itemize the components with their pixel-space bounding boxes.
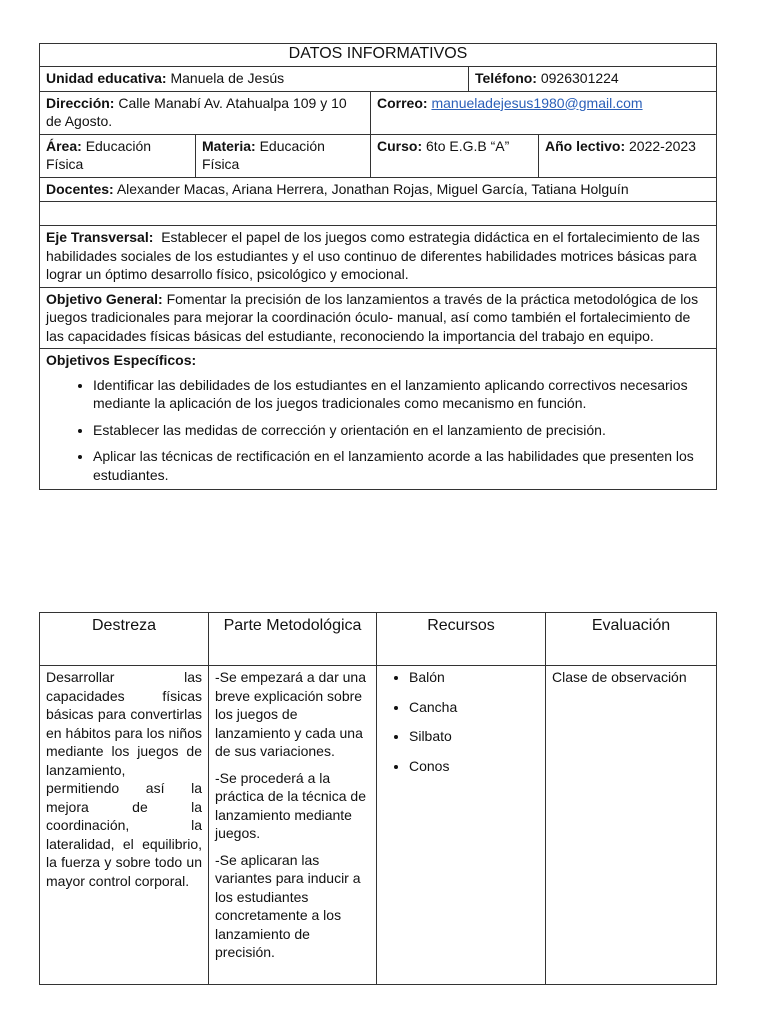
objetivo-general-label: Objetivo General: (46, 290, 163, 307)
recursos-header: Recursos (377, 613, 546, 666)
list-item: • Aplicar las técnicas de rectificación en el lanzamiento acorde a las habilidades que presenten los estudiantes. (93, 447, 710, 484)
list-item: • Silbato (409, 727, 539, 746)
empty-row (40, 202, 717, 226)
evaluacion-cell: Clase de observación (546, 666, 717, 985)
curso-value: 6to E.G.B “A” (426, 137, 510, 154)
curso-cell (371, 134, 539, 177)
unidad-educativa-label: Unidad educativa: (46, 70, 167, 86)
table-title: DATOS INFORMATIVOS (40, 44, 717, 67)
unidad-educativa-value: Manuela de Jesús (170, 70, 285, 86)
objetivo-general-text: Fomentar la precisión de los lanzamientos a través de la práctica metodológica de los juegos tradicionales para mejorar la coordinación óculo- manual, así como también el fortalecimiento de las capacidades físicas básicas del estudiante, reconociendo la importancia del trabajo en equipo. (46, 290, 699, 344)
objetivos-especificos-cell (40, 349, 717, 490)
planificacion-table (39, 612, 717, 985)
telefono-cell (469, 67, 717, 92)
docentes-value: Alexander Macas, Ariana Herrera, Jonathan Rojas, Miguel García, Tatiana Holguín (116, 180, 629, 197)
objetivos-especificos-list (46, 376, 710, 485)
objetivo-general-cell (40, 287, 717, 349)
area-label: Área: (46, 137, 82, 154)
destreza-header: Destreza (40, 613, 209, 666)
list-item: • Balón (409, 668, 539, 687)
recursos-cell (377, 666, 546, 985)
eje-transversal-cell (40, 226, 717, 288)
evaluacion-header: Evaluación (546, 613, 717, 666)
materia-label: Materia: (202, 137, 256, 154)
area-cell (40, 134, 196, 177)
metodologia-paragraph: -Se aplicaran las variantes para inducir a los estudiantes concretamente a los lanzamiento de precisión. (215, 851, 361, 960)
telefono-label: Teléfono: (475, 70, 537, 86)
correo-link[interactable]: manueladejesus1980@gmail.com (431, 94, 643, 111)
objetivos-especificos-label: Objetivos Específicos: (46, 352, 197, 368)
curso-label: Curso: (377, 137, 423, 154)
anio-lectivo-label: Año lectivo: (545, 137, 626, 154)
eje-transversal-text: Establecer el papel de los juegos como estrategia didáctica en el fortalecimiento de las habilidades sociales de los estudiantes y el uso continuo de diferentes habilidades motrices básicas para lograr un óptimo desarrollo físico, psicológico y emocional. (46, 229, 700, 282)
list-item: • Cancha (409, 698, 539, 717)
metodologia-paragraph: -Se empezará a dar una breve explicación sobre los juegos de lanzamiento y cada una de sus variaciones. (215, 669, 366, 759)
list-item: • Establecer las medidas de corrección y orientación en el lanzamiento de precisión. (93, 421, 710, 440)
parte-metodologica-cell (209, 666, 377, 985)
metodologia-paragraph: -Se procederá a la práctica de la técnica de lanzamiento mediante juegos. (215, 769, 366, 841)
direccion-label: Dirección: (46, 94, 115, 111)
area-value: Educación Física (46, 137, 152, 172)
anio-lectivo-value: 2022-2023 (629, 137, 696, 154)
anio-lectivo-cell (539, 134, 717, 177)
list-item: • Conos (409, 757, 539, 776)
materia-cell (196, 134, 371, 177)
eje-transversal-label: Eje Transversal: (46, 229, 154, 245)
direccion-cell (40, 91, 371, 134)
direccion-value: Calle Manabí Av. Atahualpa 109 y 10 de Agosto. (46, 94, 347, 129)
materia-value: Educación Física (202, 137, 325, 172)
destreza-cell: Desarrollar las capacidades físicas básicas para convertirlas en hábitos para los niños mediante los juegos de lanzamiento, permitiendo así la mejora de la coordinación, la lateralidad, el equilibrio, la fuerza y sobre todo un mayor control corporal. (40, 666, 209, 985)
correo-cell (371, 91, 717, 134)
docentes-label: Docentes: (46, 180, 114, 197)
list-item: • Identificar las debilidades de los estudiantes en el lanzamiento aplicando correctivos necesarios mediante la aplicación de los juegos tradicionales como mecanismo en función. (93, 376, 710, 413)
telefono-value: 0926301224 (540, 70, 619, 86)
correo-label: Correo: (377, 94, 428, 111)
parte-metodologica-header: Parte Metodológica (209, 613, 377, 666)
docentes-cell (40, 177, 717, 202)
recursos-list (383, 668, 539, 775)
datos-informativos-table (39, 43, 717, 490)
unidad-educativa-cell (40, 67, 469, 92)
